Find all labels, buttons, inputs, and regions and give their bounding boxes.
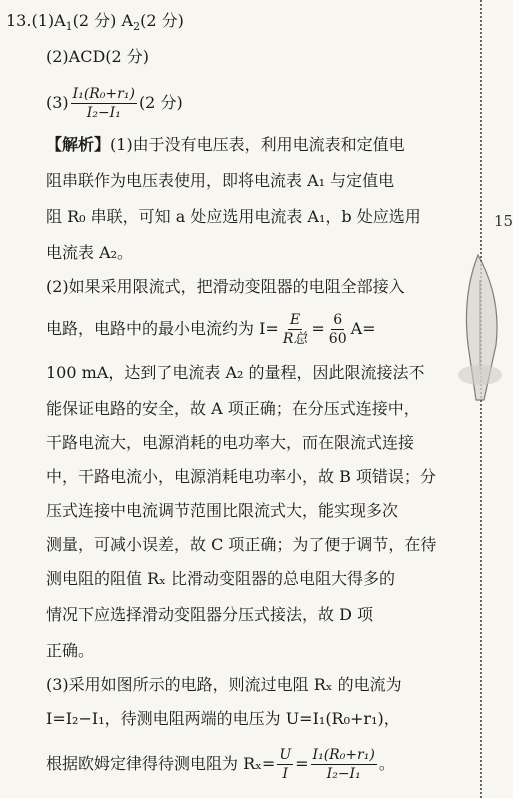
q13-part3: (3) $\frac{\text{I₁(R₀+r₁)}}{\text{I₂−I₁}}$ (2 分) — [46, 86, 183, 121]
adjacent-page-number: 15 — [494, 212, 513, 230]
fraction-6-over-60: $\frac{6}{60}$ — [328, 312, 347, 347]
fraction-result: $\frac{\text{I₁(R₀+r₁)}}{\text{I₂−I₁}}$ — [312, 747, 375, 782]
analysis-line-17: I=I₂−I₁，待测电阻两端的电压为 U=I₁(R₀+r₁)， — [46, 709, 400, 728]
analysis-line-10: 中，干路电流小，电源消耗电功率小，故 B 项错误；分 — [46, 467, 436, 486]
analysis-line-1: 【解析】(1)由于没有电压表，利用电流表和定值电 — [46, 135, 405, 154]
q13-part1: $13.(1)A_1(2$ 分) $A_2(2$ 分) — [6, 11, 184, 33]
analysis-line-18: 根据欧姆定律得待测电阻为 Rₓ= $\frac{U}{I}$ = $\frac{\text{I₁(R₀+r₁)}}{\text{I₂−I₁}}$ 。 — [46, 747, 395, 782]
fraction-e-over-r: $\frac{E}{\text{R总}}$ — [282, 312, 308, 347]
analysis-line-9: 干路电流大，电源消耗的电功率大，而在限流式连接 — [46, 433, 415, 452]
analysis-line-7: 100 mA，达到了电流表 A₂ 的量程，因此限流接法不 — [46, 363, 425, 382]
question-number: 13. — [6, 11, 32, 30]
analysis-line-3: 阻 R₀ 串联，可知 a 处应选用电流表 A₁，b 处应选用 — [46, 207, 421, 226]
analysis-line-11: 压式连接中电流调节范围比限流式大，能实现多次 — [46, 501, 399, 520]
analysis-line-12: 测量，可减小误差，故 C 项正确；为了便于调节，在待 — [46, 535, 437, 554]
fraction-answer: $\frac{\text{I₁(R₀+r₁)}}{\text{I₂−I₁}}$ — [72, 86, 135, 121]
analysis-line-8: 能保证电路的安全，故 A 项正确；在分压式连接中， — [46, 399, 420, 418]
analysis-line-4: 电流表 A₂。 — [46, 243, 134, 262]
analysis-line-15: 正确。 — [46, 641, 95, 660]
q13-part2: (2)ACD(2 分) — [46, 47, 150, 66]
analysis-line-5: (2)如果采用限流式，把滑动变阻器的电阻全部接入 — [46, 277, 405, 296]
fountain-pen-nib-icon — [440, 250, 508, 420]
fraction-u-over-i: $\frac{U}{I}$ — [279, 747, 292, 782]
analysis-tag: 【解析】 — [46, 135, 111, 154]
analysis-line-6: 电路，电路中的最小电流约为 I= $\frac{E}{\text{R总}}$ = $\frac{6}{60}$ A= — [46, 312, 376, 347]
analysis-line-2: 阻串联作为电压表使用，即将电流表 A₁ 与定值电 — [46, 171, 395, 190]
analysis-line-16: (3)采用如图所示的电路，则流过电阻 Rₓ 的电流为 — [46, 675, 402, 694]
analysis-line-13: 测电阻的阻值 Rₓ 比滑动变阻器的总电阻大得多的 — [46, 569, 396, 588]
analysis-line-14: 情况下应选择滑动变阻器分压式接法，故 D 项 — [46, 605, 374, 624]
